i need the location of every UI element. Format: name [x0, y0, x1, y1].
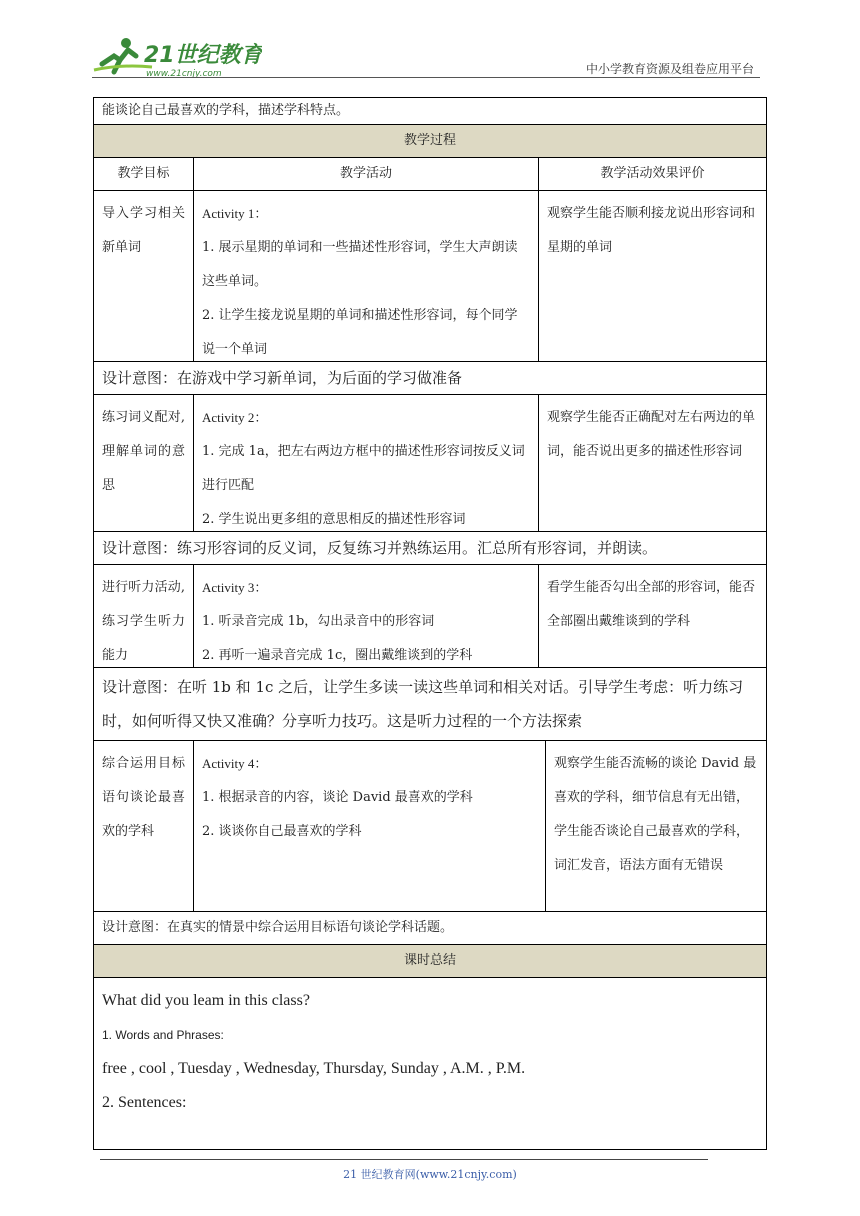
activity-line: 1. 展示星期的单词和一些描述性形容词，学生大声朗读这些单词。 — [202, 240, 518, 289]
platform-name: 中小学教育资源及组卷应用平台 — [585, 62, 754, 76]
activity-row-1 — [93, 191, 767, 362]
activity-row-2 — [93, 395, 767, 532]
activity-title: Activity 3： — [202, 580, 268, 595]
activity-title: Activity 2： — [202, 410, 268, 425]
page-header — [92, 30, 760, 80]
activity-row-4 — [93, 741, 767, 912]
design-intent: 设计意图：在真实的情景中综合运用目标语句谈论学科话题。 — [102, 920, 454, 935]
evaluation-cell: 观察学生能否流畅的谈论 David 最喜欢的学科，细节信息有无出错，学生能否谈论自己最喜欢的学科，词汇发音，语法方面有无错误 — [545, 741, 766, 911]
intent-row-4 — [93, 912, 767, 945]
col-header-goal: 教学目标 — [117, 166, 170, 181]
activity-line: 1. 听录音完成 1b，勾出录音中的形容词 — [202, 614, 435, 629]
footer-divider — [100, 1159, 708, 1160]
activity-title: Activity 4： — [202, 756, 268, 771]
evaluation-cell: 观察学生能否顺利接龙说出形容词和星期的单词 — [538, 191, 766, 361]
objective-text: 能谈论自己最喜欢的学科，描述学科特点。 — [102, 103, 350, 118]
activity-line: 2. 谈谈你自己最喜欢的学科 — [202, 824, 362, 839]
goal-cell: 练习词义配对,理解单词的意思 — [102, 410, 185, 493]
process-title-row — [93, 125, 767, 158]
summary-title: 课时总结 — [94, 945, 766, 977]
activity-line: 2. 再听一遍录音完成 1c，圈出戴维谈到的学科 — [202, 648, 473, 663]
goal-cell: 导入学习相关新单词 — [102, 206, 185, 255]
site-logo — [92, 34, 262, 78]
summary-words: free , cool , Tuesday , Wednesday, Thursday, Sunday , A.M. , P.M. — [102, 1060, 526, 1077]
column-header-row — [93, 158, 767, 191]
design-intent: 设计意图：在游戏中学习新单词，为后面的学习做准备 — [102, 369, 463, 387]
goal-cell: 综合运用目标语句谈论最喜欢的学科 — [102, 756, 185, 839]
activity-line: 1. 完成 1a，把左右两边方框中的描述性形容词按反义词进行匹配 — [202, 444, 525, 493]
summary-question: What did you leam in this class? — [102, 992, 310, 1009]
activity-line: 1. 根据录音的内容，谈论 David 最喜欢的学科 — [202, 790, 473, 805]
summary-title-row — [93, 945, 767, 978]
col-header-evaluation: 教学活动效果评价 — [538, 158, 766, 190]
activity-line: 2. 让学生接龙说星期的单词和描述性形容词，每个同学说一个单词 — [202, 308, 518, 357]
footer-text: 21 世纪教育网(www.21cnjy.com) — [343, 1168, 517, 1181]
svg-text:www.21cnjy.com: www.21cnjy.com — [146, 69, 222, 78]
activity-line: 2. 学生说出更多组的意思相反的描述性形容词 — [202, 512, 466, 527]
design-intent: 设计意图：练习形容词的反义词，反复练习并熟练运用。汇总所有形容词，并朗读。 — [102, 539, 658, 557]
activity-cell — [193, 191, 538, 361]
activity-cell — [193, 565, 538, 667]
lesson-table — [93, 97, 767, 1150]
evaluation-cell: 看学生能否勾出全部的形容词，能否全部圈出戴维谈到的学科 — [538, 565, 766, 667]
top-row — [93, 97, 767, 125]
intent-row-1 — [93, 362, 767, 395]
evaluation-cell: 观察学生能否正确配对左右两边的单词，能否说出更多的描述性形容词 — [538, 395, 766, 531]
summary-row — [93, 978, 767, 1150]
col-header-activity: 教学活动 — [193, 158, 538, 190]
intent-row-3 — [93, 668, 767, 741]
svg-text:21世纪教育: 21世纪教育 — [144, 43, 262, 68]
summary-words-heading: 1. Words and Phrases: — [102, 1028, 224, 1042]
header-divider — [92, 77, 760, 78]
activity-cell — [193, 395, 538, 531]
summary-sentences-heading: 2. Sentences: — [102, 1094, 187, 1111]
process-title: 教学过程 — [94, 125, 766, 157]
summary-content — [94, 978, 766, 1149]
activity-cell — [193, 741, 545, 911]
activity-row-3 — [93, 565, 767, 668]
intent-row-2 — [93, 532, 767, 565]
goal-cell: 进行听力活动,练习学生听力能力 — [102, 580, 185, 663]
runner-logo-icon — [92, 34, 262, 78]
activity-title: Activity 1： — [202, 206, 268, 221]
design-intent: 设计意图：在听 1b 和 1c 之后，让学生多读一读这些单词和相关对话。引导学生考虑：听力练习时，如何听得又快又准确？分享听力技巧。这是听力过程的一个方法探索 — [102, 678, 744, 730]
